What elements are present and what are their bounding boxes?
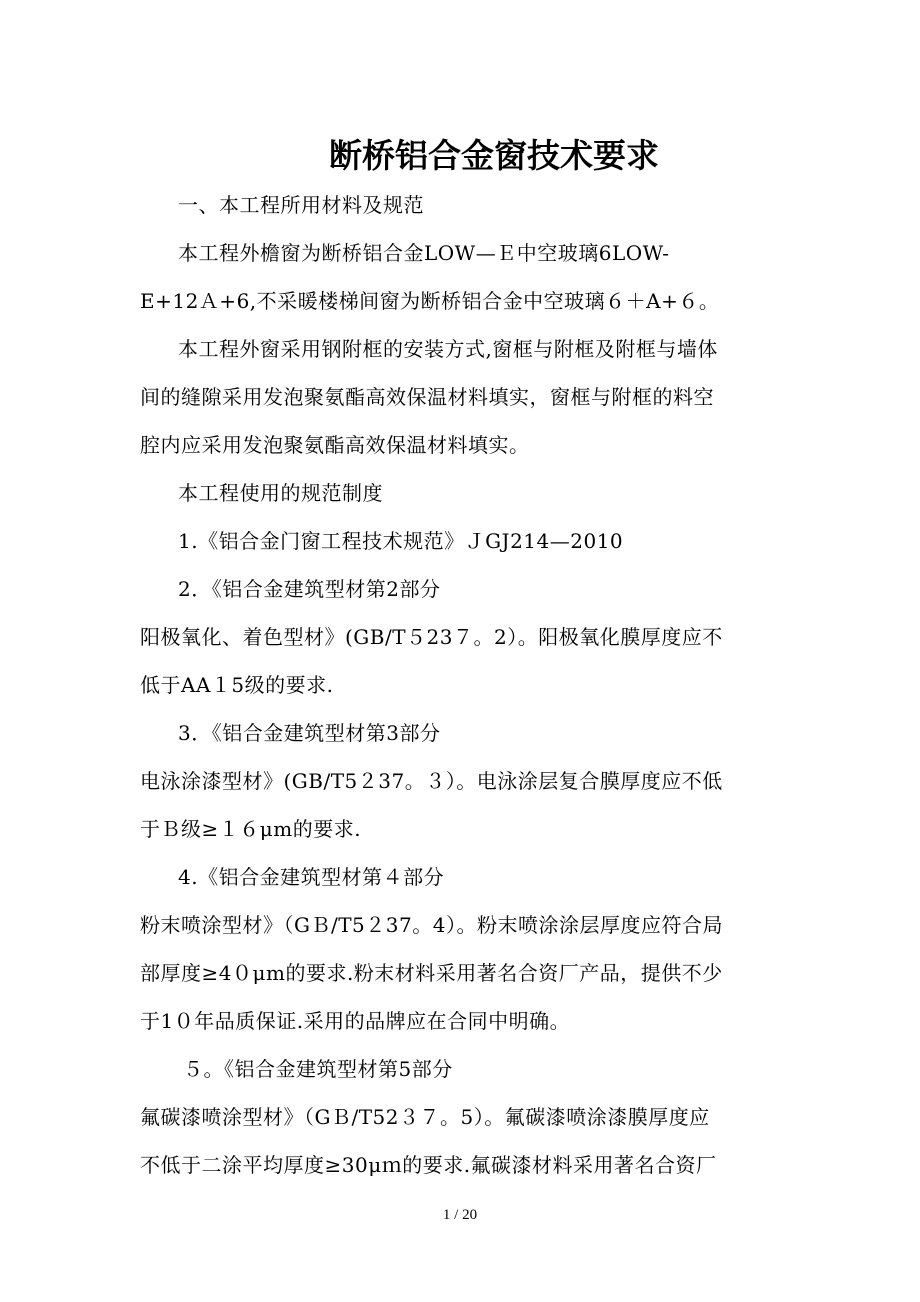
paragraph-line: 于Ｂ级≥１６μm的要求. [140, 817, 362, 841]
paragraph-line: 本工程外檐窗为断桥铝合金LOW—Ｅ中空玻璃6LOW- [178, 241, 670, 265]
paragraph-line: 氟碳漆喷涂型材》（GＢ/T52３７。5）。氟碳漆喷涂漆膜厚度应 [140, 1105, 710, 1129]
list-item: 3．《铝合金建筑型材第3部分 [178, 721, 441, 745]
page-number: 1 / 20 [442, 1207, 478, 1223]
paragraph-line: 不低于二涂平均厚度≥30μｍ的要求.氟碳漆材料采用著名合资厂 [140, 1153, 717, 1177]
paragraph-line: 粉末喷涂型材》（GＢ/T5２37。4）。粉末喷涂涂层厚度应符合局 [140, 913, 723, 937]
paragraph-line: 腔内应采用发泡聚氨酯高效保温材料填实。 [140, 433, 530, 457]
list-item: ５。《铝合金建筑型材第5部分 [183, 1057, 453, 1081]
document-title: 断桥铝合金窗技术要求 [329, 136, 659, 175]
paragraph-line: 低于AA１5级的要求. [140, 673, 334, 697]
list-item: 4.《铝合金建筑型材第４部分 [178, 865, 445, 889]
paragraph-line: 阳极氧化、着色型材》(GB/T５23７。2）。阳极氧化膜厚度应不 [140, 625, 723, 649]
paragraph-line: 本工程使用的规范制度 [178, 481, 383, 505]
list-item: 1.《铝合金门窗工程技术规范》ＪGJ214—2010 [178, 529, 624, 553]
paragraph-line: E+12Ａ+6,不采暖楼梯间窗为断桥铝合金中空玻璃６＋A+６。 [140, 289, 720, 313]
paragraph-line: 间的缝隙采用发泡聚氨酯高效保温材料填实，窗框与附框的料空 [140, 385, 714, 409]
list-item: 2．《铝合金建筑型材第2部分 [178, 577, 441, 601]
paragraph-line: 部厚度≥4０μm的要求.粉末材料采用著名合资厂产品，提供不少 [140, 961, 723, 985]
paragraph-line: 于1０年品质保证.采用的品牌应在合同中明确。 [140, 1009, 571, 1033]
section-heading: 一、本工程所用材料及规范 [178, 193, 424, 217]
paragraph-line: 电泳涂漆型材》(GB/T5２37。３）。电泳涂层复合膜厚度应不低 [140, 769, 723, 793]
paragraph-line: 本工程外窗采用钢附框的安装方式,窗框与附框及附框与墙体 [178, 337, 718, 361]
